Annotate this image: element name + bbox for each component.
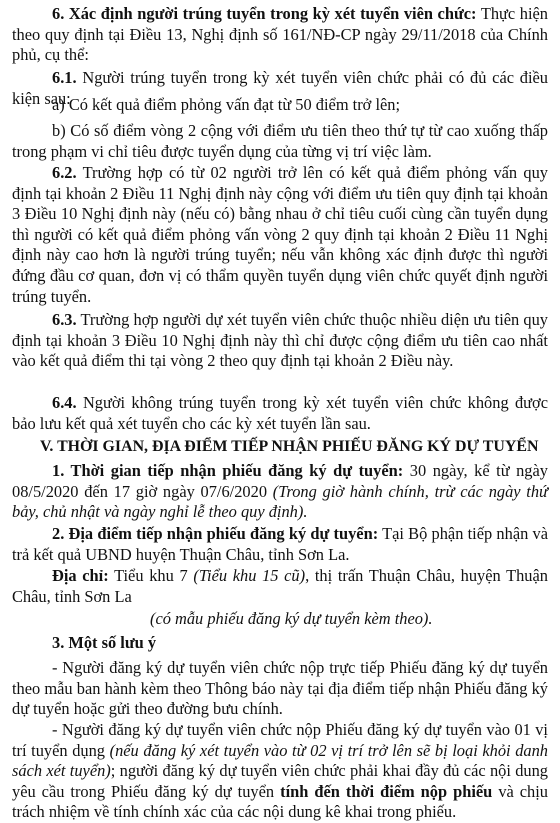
paragraph-6-2: 6.2. Trường hợp có từ 02 người trở lên có kết quả điểm phỏng vấn quy định tại khoản 2 Điều 11 Nghị định này cộng với điểm ưu tiên quy định tại khoản 3 Điều 10 Nghị định này (nếu có) bằng nhau ở chỉ tiêu cuối cùng cần tuyển dụng thì người có kết quả điểm phỏng vấn vòng 2 quy định tại khoản 2 Điều 11 Nghị định này cao hơn là người trúng tuyển; nếu vẫn không xác định được thì người đứng đầu cơ quan, đơn vị có thẩm quyền tuyển dụng viên chức quyết định người trúng tuyển. [12,163,548,306]
paragraph-address: Địa chỉ: Tiểu khu 7 (Tiểu khu 15 cũ), thị trấn Thuận Châu, huyện Thuận Châu, tỉnh Sơn La [12,566,548,606]
form-note: (có mẫu phiếu đăng ký dự tuyển kèm theo). [150,609,433,628]
paragraph-6 [12,4,548,66]
paragraph-v-3-2: - Người đăng ký dự tuyển viên chức nộp Phiếu đăng ký dự tuyển vào 01 vị trí tuyển dụng (nếu đăng ký xét tuyển vào từ 02 vị trí trở lên sẽ bị loại khỏi danh sách xét tuyển); người đăng ký dự tuyển viên chức phải khai đầy đủ các nội dung yêu cầu trong Phiếu đăng ký dự tuyển tính đến thời điểm nộp phiếu và chịu trách nhiệm về tính chính xác của các nội dung kê khai trong phiếu. [12,720,549,822]
section-v-heading: V. THỜI GIAN, ĐỊA ĐIỂM TIẾP NHẬN PHIẾU ĐĂNG KÝ DỰ TUYỂN [40,438,539,455]
section-v-3-heading: 3. Một số lưu ý [52,633,157,652]
paragraph-6-1-a: a) Có kết quả điểm phỏng vấn đạt từ 50 điểm trở lên; [52,95,401,114]
paragraph-v-1: 1. Thời gian tiếp nhận phiếu đăng ký dự tuyển: 30 ngày, kể từ ngày 08/5/2020 đến 17 giờ ngày 07/6/2020 (Trong giờ hành chính, trừ các ngày thứ bảy, chủ nhật và ngày nghỉ lễ theo quy định). [12,461,548,522]
paragraph-6-1: 6.1. Người trúng tuyển trong kỳ xét tuyển viên chức phải có đủ các điều kiện sau: [12,68,548,108]
paragraph-6-3: 6.3. Trường hợp người dự xét tuyển viên chức thuộc nhiều diện ưu tiên quy định tại khoản 3 Điều 10 Nghị định này thì chỉ được cộng điểm ưu tiên cao nhất vào kết quả điểm thi tại vòng 2 theo quy định tại khoản 2 Điều này. [12,310,548,371]
paragraph-6-4: 6.4. Người không trúng tuyển trong kỳ xét tuyển viên chức không được bảo lưu kết quả xét tuyển cho các kỳ xét tuyển lần sau. [12,393,548,433]
paragraph-v-3-1: - Người đăng ký dự tuyển viên chức nộp trực tiếp Phiếu đăng ký dự tuyển theo mẫu ban hành kèm theo Thông báo này tại địa điểm tiếp nhận Phiếu đăng ký dự tuyển hoặc gửi theo đường bưu chính. [12,658,548,719]
paragraph-6-1-b: b) Có số điểm vòng 2 cộng với điểm ưu tiên theo thứ tự từ cao xuống thấp trong phạm vi chỉ tiêu được tuyển dụng của từng vị trí việc làm. [12,121,548,161]
paragraph-v-2: 2. Địa điểm tiếp nhận phiếu đăng ký dự tuyển: Tại Bộ phận tiếp nhận và trả kết quả UBND huyện Thuận Châu, tỉnh Sơn La. [12,524,548,564]
section-6-title: 6. Xác định người trúng tuyển trong kỳ xét tuyển viên chức: [52,4,477,23]
section-6-text: Thực hiện theo quy định tại Điều 13, Nghị định số 161/NĐ-CP ngày 29/11/2018 của Chính phủ, cụ thể: [12,4,548,65]
